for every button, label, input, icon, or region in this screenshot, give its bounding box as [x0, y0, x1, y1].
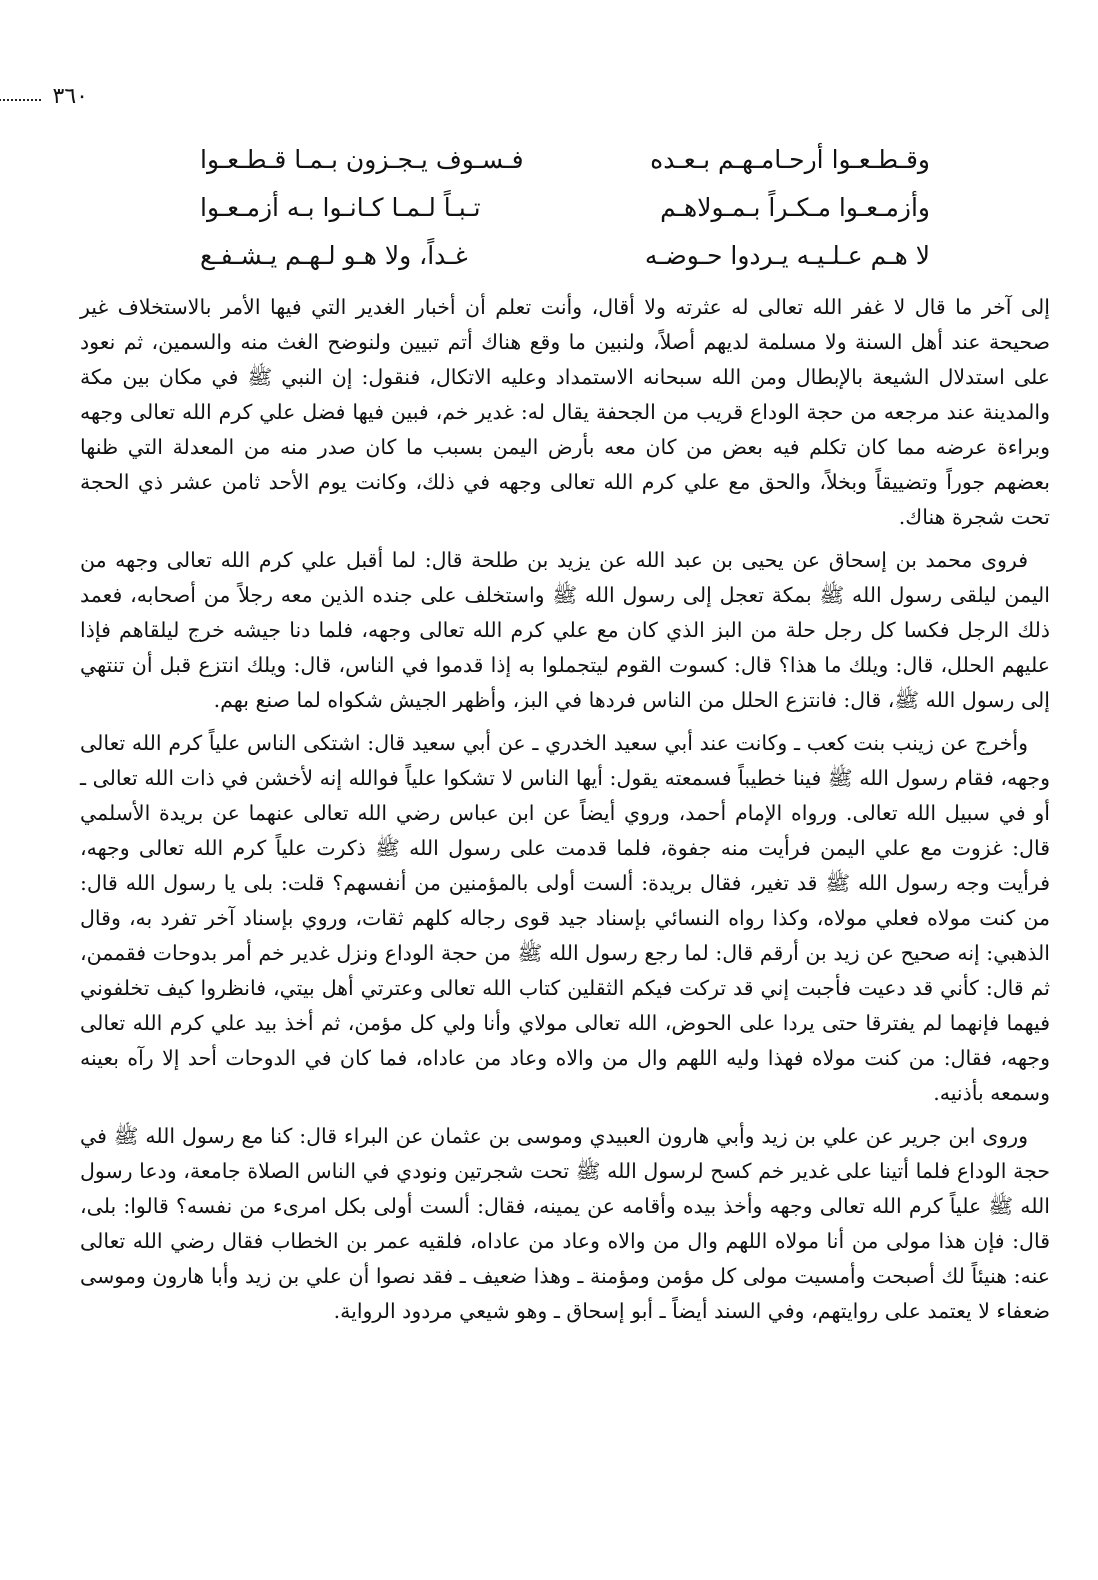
paragraph: إلى آخر ما قال لا غفر الله تعالى له عثرته ولا أقال، وأنت تعلم أن أخبار الغدير التي فيها الأمر بالاستخلاف غير صحيحة عند أهل السنة ولا مسلمة لديهم أصلاً، ولنبين ما وقع هناك أتم تبيين ولنوضح الغث منه والسمين، ثم نعود على استدلال الشيعة بالإبطال ومن الله سبحانه الاستمداد وعليه الاتكال، فنقول: إن النبي ﷺ في مكان بين مكة والمدينة عند مرجعه من حجة الوداع قريب من الجحفة يقال له: غدير خم، فبين فيها فضل علي كرم الله تعالى وجهه وبراءة عرضه مما كان تكلم فيه بعض من كان معه بأرض اليمن بسبب ما كان صدر منه من المعدلة التي ظنها بعضهم جوراً وتضييقاً وبخلاً، والحق مع علي كرم الله تعالى وجهه في ذلك، وكانت يوم الأحد ثامن عشر ذي الحجة تحت شجرة هناك.	[80, 295, 1050, 529]
page-number: ٣٦٠	[52, 83, 88, 109]
poem-verse	[200, 232, 930, 280]
paragraph: فروى محمد بن إسحاق عن يحيى بن عبد الله عن يزيد بن طلحة قال: لما أقبل علي كرم الله تعالى وجهه من اليمن ليلقى رسول الله ﷺ بمكة تعجل إلى رسول الله ﷺ واستخلف على جنده الذين معه رجلاً من أصحابه، فعمد ذلك الرجل فكسا كل رجل حلة من البز الذي كان مع علي كرم الله تعالى وجهه، فلما دنا جيشه خرج ليلقاهم فإذا عليهم الحلل، قال: ويلك ما هذا؟ قال: كسوت القوم ليتجملوا به إذا قدموا في الناس، قال: ويلك انتزع قبل أن تنتهي إلى رسول الله ﷺ، قال: فانتزع الحلل من الناس فردها في البز، وأظهر الجيش شكواه لما صنع بهم.	[80, 548, 1050, 712]
page-header	[0, 76, 88, 116]
poem-verse	[200, 184, 930, 232]
verse-first-hemistich: لا هـم عـلـيـه يـردوا حـوضـه	[644, 241, 930, 270]
verse-first-hemistich: وأزمـعـوا مـكـراً بـمـولاهـم	[660, 193, 930, 222]
paragraph: وأخرج عن زينب بنت كعب ـ وكانت عند أبي سعيد الخدري ـ عن أبي سعيد قال: اشتكى الناس علياً كرم الله تعالى وجهه، فقام رسول الله ﷺ فينا خطيباً فسمعته يقول: أيها الناس لا تشكوا علياً فوالله إنه لأخشن في ذات الله تعالى ـ أو في سبيل الله تعالى. ورواه الإمام أحمد، وروي أيضاً عن ابن عباس رضي الله تعالى عنهما عن بريدة الأسلمي قال: غزوت مع علي اليمن فرأيت منه جفوة، فلما قدمت على رسول الله ﷺ ذكرت علياً كرم الله تعالى وجهه، فرأيت وجه رسول الله ﷺ قد تغير، فقال بريدة: ألست أولى بالمؤمنين من أنفسهم؟ قلت: بلى يا رسول الله قال: من كنت مولاه فعلي مولاه، وكذا رواه النسائي بإسناد جيد قوى رجاله كلهم ثقات، وروي بإسناد آخر تفرد به، وقال الذهبي: إنه صحيح عن زيد بن أرقم قال: لما رجع رسول الله ﷺ من حجة الوداع ونزل غدير خم أمر بدوحات فقممن، ثم قال: كأني قد دعيت فأجبت إني قد تركت فيكم الثقلين كتاب الله تعالى وعترتي أهل بيتي، فانظروا كيف تخلفوني فيهما فإنهما لم يفترقا حتى يردا على الحوض، الله تعالى مولاي وأنا ولي كل مؤمن، ثم أخذ بيد علي كرم الله تعالى وجهه، فقال: من كنت مولاه فهذا وليه اللهم وال من والاه وعاد من عاداه، فما كان في الدوحات أحد إلا رآه بعينه وسمعه بأذنيه.	[80, 731, 1050, 1105]
verse-second-hemistich: تـبـاً لـمـا كـانـوا بـه أزمـعـوا	[200, 193, 481, 222]
header-dotted-leader	[0, 99, 41, 101]
body-text	[80, 290, 1050, 1337]
poem-block	[200, 136, 930, 280]
poem-verse	[200, 136, 930, 184]
verse-first-hemistich: وقـطـعـوا أرحـامـهـم بـعـده	[650, 145, 930, 174]
paragraph: وروى ابن جرير عن علي بن زيد وأبي هارون العبيدي وموسى بن عثمان عن البراء قال: كنا مع رسول الله ﷺ في حجة الوداع فلما أتينا على غدير خم كسح لرسول الله ﷺ تحت شجرتين ونودي في الناس الصلاة جامعة، ودعا رسول الله ﷺ علياً كرم الله تعالى وجهه وأخذ بيده وأقامه عن يمينه، فقال: ألست أولى بكل امرىء من نفسه؟ قالوا: بلى، قال: فإن هذا مولى من أنا مولاه اللهم وال من والاه وعاد من عاداه، فلقيه عمر بن الخطاب فقال رضي الله تعالى عنه: هنيئاً لك أصبحت وأمسيت مولى كل مؤمن ومؤمنة ـ وهذا ضعيف ـ فقد نصوا أن علي بن زيد وأبا هارون وموسى ضعفاء لا يعتمد على روايتهم، وفي السند أيضاً ـ أبو إسحاق ـ وهو شيعي مردود الرواية.	[80, 1124, 1050, 1323]
verse-second-hemistich: فـسـوف يـجـزون بـمـا قـطـعـوا	[200, 145, 524, 174]
verse-second-hemistich: غـداً، ولا هـو لـهـم يـشـفـع	[200, 241, 468, 270]
